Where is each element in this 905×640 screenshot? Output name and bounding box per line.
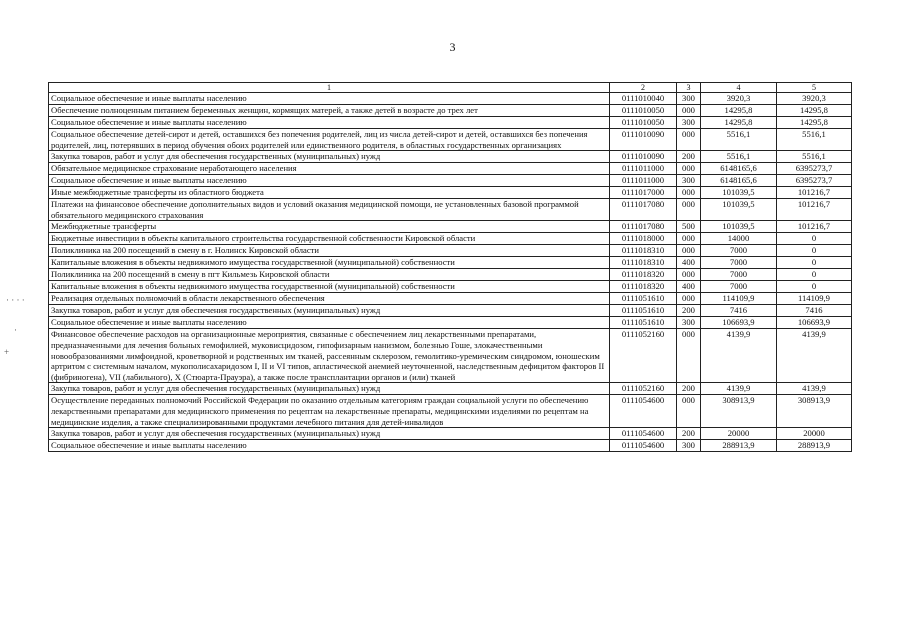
row-value-2-cell: 5516,1 — [777, 151, 852, 163]
row-name-cell: Закупка товаров, работ и услуг для обеспечения государственных (муниципальных) нужд — [49, 305, 610, 317]
row-code-cell: 0111017000 — [610, 187, 677, 199]
row-name-cell: Капитальные вложения в объекты недвижимого имущества государственной (муниципальной) собственности — [49, 257, 610, 269]
row-value-1-cell: 4139,9 — [701, 329, 777, 383]
column-header: 5 — [777, 83, 852, 93]
row-type-cell: 300 — [677, 440, 701, 452]
row-value-1-cell: 5516,1 — [701, 151, 777, 163]
table-row — [49, 105, 852, 117]
row-code-cell: 0111052160 — [610, 383, 677, 395]
row-code-cell: 0111017080 — [610, 221, 677, 233]
budget-table — [48, 82, 852, 452]
column-header: 2 — [610, 83, 677, 93]
row-value-1-cell: 14000 — [701, 233, 777, 245]
row-type-cell: 200 — [677, 383, 701, 395]
row-value-1-cell: 7000 — [701, 269, 777, 281]
row-type-cell: 300 — [677, 317, 701, 329]
row-code-cell: 0111054600 — [610, 428, 677, 440]
table-row — [49, 151, 852, 163]
row-value-1-cell: 288913,9 — [701, 440, 777, 452]
row-type-cell: 000 — [677, 245, 701, 257]
row-type-cell: 000 — [677, 105, 701, 117]
table-row — [49, 383, 852, 395]
row-value-1-cell: 7000 — [701, 245, 777, 257]
row-value-2-cell: 101216,7 — [777, 199, 852, 221]
row-name-cell: Социальное обеспечение и иные выплаты населению — [49, 175, 610, 187]
row-value-2-cell: 114109,9 — [777, 293, 852, 305]
row-value-2-cell: 101216,7 — [777, 187, 852, 199]
row-type-cell: 300 — [677, 117, 701, 129]
table-row — [49, 93, 852, 105]
table-row — [49, 187, 852, 199]
row-value-1-cell: 6148165,6 — [701, 175, 777, 187]
row-type-cell: 400 — [677, 257, 701, 269]
row-code-cell: 0111010090 — [610, 129, 677, 151]
row-value-2-cell: 3920,3 — [777, 93, 852, 105]
row-code-cell: 0111011000 — [610, 175, 677, 187]
row-value-1-cell: 5516,1 — [701, 129, 777, 151]
row-value-1-cell: 101039,5 — [701, 187, 777, 199]
row-value-2-cell: 4139,9 — [777, 383, 852, 395]
row-value-1-cell: 106693,9 — [701, 317, 777, 329]
row-name-cell: Социальное обеспечение и иные выплаты населению — [49, 117, 610, 129]
row-value-2-cell: 106693,9 — [777, 317, 852, 329]
column-header: 1 — [49, 83, 610, 93]
row-value-2-cell: 308913,9 — [777, 395, 852, 428]
table-row — [49, 281, 852, 293]
row-code-cell: 0111017080 — [610, 199, 677, 221]
row-name-cell: Платежи на финансовое обеспечение дополнительных видов и условий оказания медицинской помощи, не установленных базовой программой обязательного медицинского страхования — [49, 199, 610, 221]
row-name-cell: Закупка товаров, работ и услуг для обеспечения государственных (муниципальных) нужд — [49, 428, 610, 440]
row-value-1-cell: 7416 — [701, 305, 777, 317]
table-row — [49, 329, 852, 383]
row-value-2-cell: 14295,8 — [777, 117, 852, 129]
table-row — [49, 163, 852, 175]
page-number: 3 — [449, 40, 456, 54]
row-type-cell: 300 — [677, 175, 701, 187]
row-value-1-cell: 7000 — [701, 281, 777, 293]
row-name-cell: Финансовое обеспечение расходов на организационные мероприятия, связанные с обеспечением лиц лекарственными препаратами, предназначенными для лечения больных гемофилией, муковисцидозом, гипофизарным нанизмом, болезнью Гоше, злокачественными новообразованиями лимфоидной, кроветворной и родственных им тканей, рассеянным склерозом, гемолитико-уремическим синдромом, юношеским артритом с системным началом, мукополисахаридозом I, II и VI типов, апластической анемией неуточненной, наследственным дефицитом факторов II (фибриногена), VII (лабильного), X (Стюарта-Прауэра), а также после трансплантации органов и (или) тканей — [49, 329, 610, 383]
row-value-2-cell: 6395273,7 — [777, 163, 852, 175]
row-type-cell: 200 — [677, 151, 701, 163]
row-type-cell: 000 — [677, 199, 701, 221]
table-row — [49, 428, 852, 440]
row-name-cell: Реализация отдельных полномочий в области лекарственного обеспечения — [49, 293, 610, 305]
row-value-1-cell: 20000 — [701, 428, 777, 440]
row-value-1-cell: 3920,3 — [701, 93, 777, 105]
margin-scan-mark: + — [4, 347, 10, 357]
row-type-cell: 000 — [677, 187, 701, 199]
table-row — [49, 221, 852, 233]
row-name-cell: Социальное обеспечение и иные выплаты населению — [49, 317, 610, 329]
row-code-cell: 0111051610 — [610, 293, 677, 305]
row-value-2-cell: 14295,8 — [777, 105, 852, 117]
row-name-cell: Обеспечение полноценным питанием беременных женщин, кормящих матерей, а также детей в возрасте до трех лет — [49, 105, 610, 117]
table-row — [49, 395, 852, 428]
row-value-2-cell: 6395273,7 — [777, 175, 852, 187]
row-name-cell: Закупка товаров, работ и услуг для обеспечения государственных (муниципальных) нужд — [49, 151, 610, 163]
table-header-row — [49, 83, 852, 93]
row-value-2-cell: 288913,9 — [777, 440, 852, 452]
row-code-cell: 0111010090 — [610, 151, 677, 163]
row-type-cell: 200 — [677, 428, 701, 440]
row-value-2-cell: 7416 — [777, 305, 852, 317]
row-value-1-cell: 6148165,6 — [701, 163, 777, 175]
row-type-cell: 000 — [677, 163, 701, 175]
row-type-cell: 500 — [677, 221, 701, 233]
row-type-cell: 000 — [677, 395, 701, 428]
row-value-1-cell: 4139,9 — [701, 383, 777, 395]
row-code-cell: 0111052160 — [610, 329, 677, 383]
row-code-cell: 0111010050 — [610, 117, 677, 129]
row-code-cell: 0111051610 — [610, 317, 677, 329]
row-value-2-cell: 0 — [777, 281, 852, 293]
table-row — [49, 293, 852, 305]
row-type-cell: 000 — [677, 329, 701, 383]
row-name-cell: Капитальные вложения в объекты недвижимого имущества государственной (муниципальной) собственности — [49, 281, 610, 293]
row-name-cell: Осуществление переданных полномочий Российской Федерации по оказанию отдельным категориям граждан социальной услуги по обеспечению лекарственными препаратами для медицинского применения по рецептам на лекарственные препараты, медицинскими изделиями по рецептам на медицинские изделия, а также специализированными продуктами лечебного питания для детей-инвалидов — [49, 395, 610, 428]
row-value-2-cell: 0 — [777, 257, 852, 269]
row-value-2-cell: 0 — [777, 269, 852, 281]
row-name-cell: Социальное обеспечение детей-сирот и детей, оставшихся без попечения родителей, лиц из числа детей-сирот и детей, оставшихся без попечения родителей, лиц, потерявших в период обучения обоих родителей или единственного родителя, в областных государственных организациях — [49, 129, 610, 151]
row-name-cell: Социальное обеспечение и иные выплаты населению — [49, 93, 610, 105]
table-row — [49, 440, 852, 452]
row-code-cell: 0111051610 — [610, 305, 677, 317]
row-value-2-cell: 0 — [777, 233, 852, 245]
row-code-cell: 0111054600 — [610, 440, 677, 452]
row-code-cell: 0111018310 — [610, 245, 677, 257]
row-code-cell: 0111010040 — [610, 93, 677, 105]
row-name-cell: Иные межбюджетные трансферты из областного бюджета — [49, 187, 610, 199]
row-code-cell: 0111018320 — [610, 269, 677, 281]
row-name-cell: Поликлиника на 200 посещений в смену в пгт Кильмезь Кировской области — [49, 269, 610, 281]
column-header: 4 — [701, 83, 777, 93]
row-code-cell: 0111054600 — [610, 395, 677, 428]
row-code-cell: 0111018310 — [610, 257, 677, 269]
row-value-1-cell: 308913,9 — [701, 395, 777, 428]
row-code-cell: 0111011000 — [610, 163, 677, 175]
row-name-cell: Социальное обеспечение и иные выплаты населению — [49, 440, 610, 452]
row-value-1-cell: 14295,8 — [701, 117, 777, 129]
row-type-cell: 200 — [677, 305, 701, 317]
row-code-cell: 0111018000 — [610, 233, 677, 245]
row-value-1-cell: 7000 — [701, 257, 777, 269]
margin-scan-mark: · · · · — [6, 295, 25, 305]
row-value-2-cell: 101216,7 — [777, 221, 852, 233]
row-value-2-cell: 20000 — [777, 428, 852, 440]
row-name-cell: Закупка товаров, работ и услуг для обеспечения государственных (муниципальных) нужд — [49, 383, 610, 395]
table-row — [49, 199, 852, 221]
table-row — [49, 129, 852, 151]
row-value-1-cell: 101039,5 — [701, 199, 777, 221]
table-row — [49, 245, 852, 257]
row-code-cell: 0111018320 — [610, 281, 677, 293]
row-type-cell: 300 — [677, 93, 701, 105]
table-row — [49, 117, 852, 129]
table-row — [49, 305, 852, 317]
table-row — [49, 269, 852, 281]
table-row — [49, 175, 852, 187]
column-header: 3 — [677, 83, 701, 93]
row-value-2-cell: 0 — [777, 245, 852, 257]
row-value-1-cell: 114109,9 — [701, 293, 777, 305]
table-row — [49, 257, 852, 269]
row-value-2-cell: 4139,9 — [777, 329, 852, 383]
row-code-cell: 0111010050 — [610, 105, 677, 117]
row-name-cell: Межбюджетные трансферты — [49, 221, 610, 233]
row-name-cell: Поликлиника на 200 посещений в смену в г. Нолинск Кировской области — [49, 245, 610, 257]
table-row — [49, 233, 852, 245]
row-type-cell: 000 — [677, 129, 701, 151]
row-value-1-cell: 14295,8 — [701, 105, 777, 117]
row-type-cell: 400 — [677, 281, 701, 293]
row-type-cell: 000 — [677, 293, 701, 305]
margin-scan-mark: · — [14, 325, 17, 335]
row-value-1-cell: 101039,5 — [701, 221, 777, 233]
row-name-cell: Бюджетные инвестиции в объекты капитального строительства государственной собственности Кировской области — [49, 233, 610, 245]
table-row — [49, 317, 852, 329]
row-type-cell: 000 — [677, 233, 701, 245]
row-value-2-cell: 5516,1 — [777, 129, 852, 151]
row-name-cell: Обязательное медицинское страхование неработающего населения — [49, 163, 610, 175]
row-type-cell: 000 — [677, 269, 701, 281]
